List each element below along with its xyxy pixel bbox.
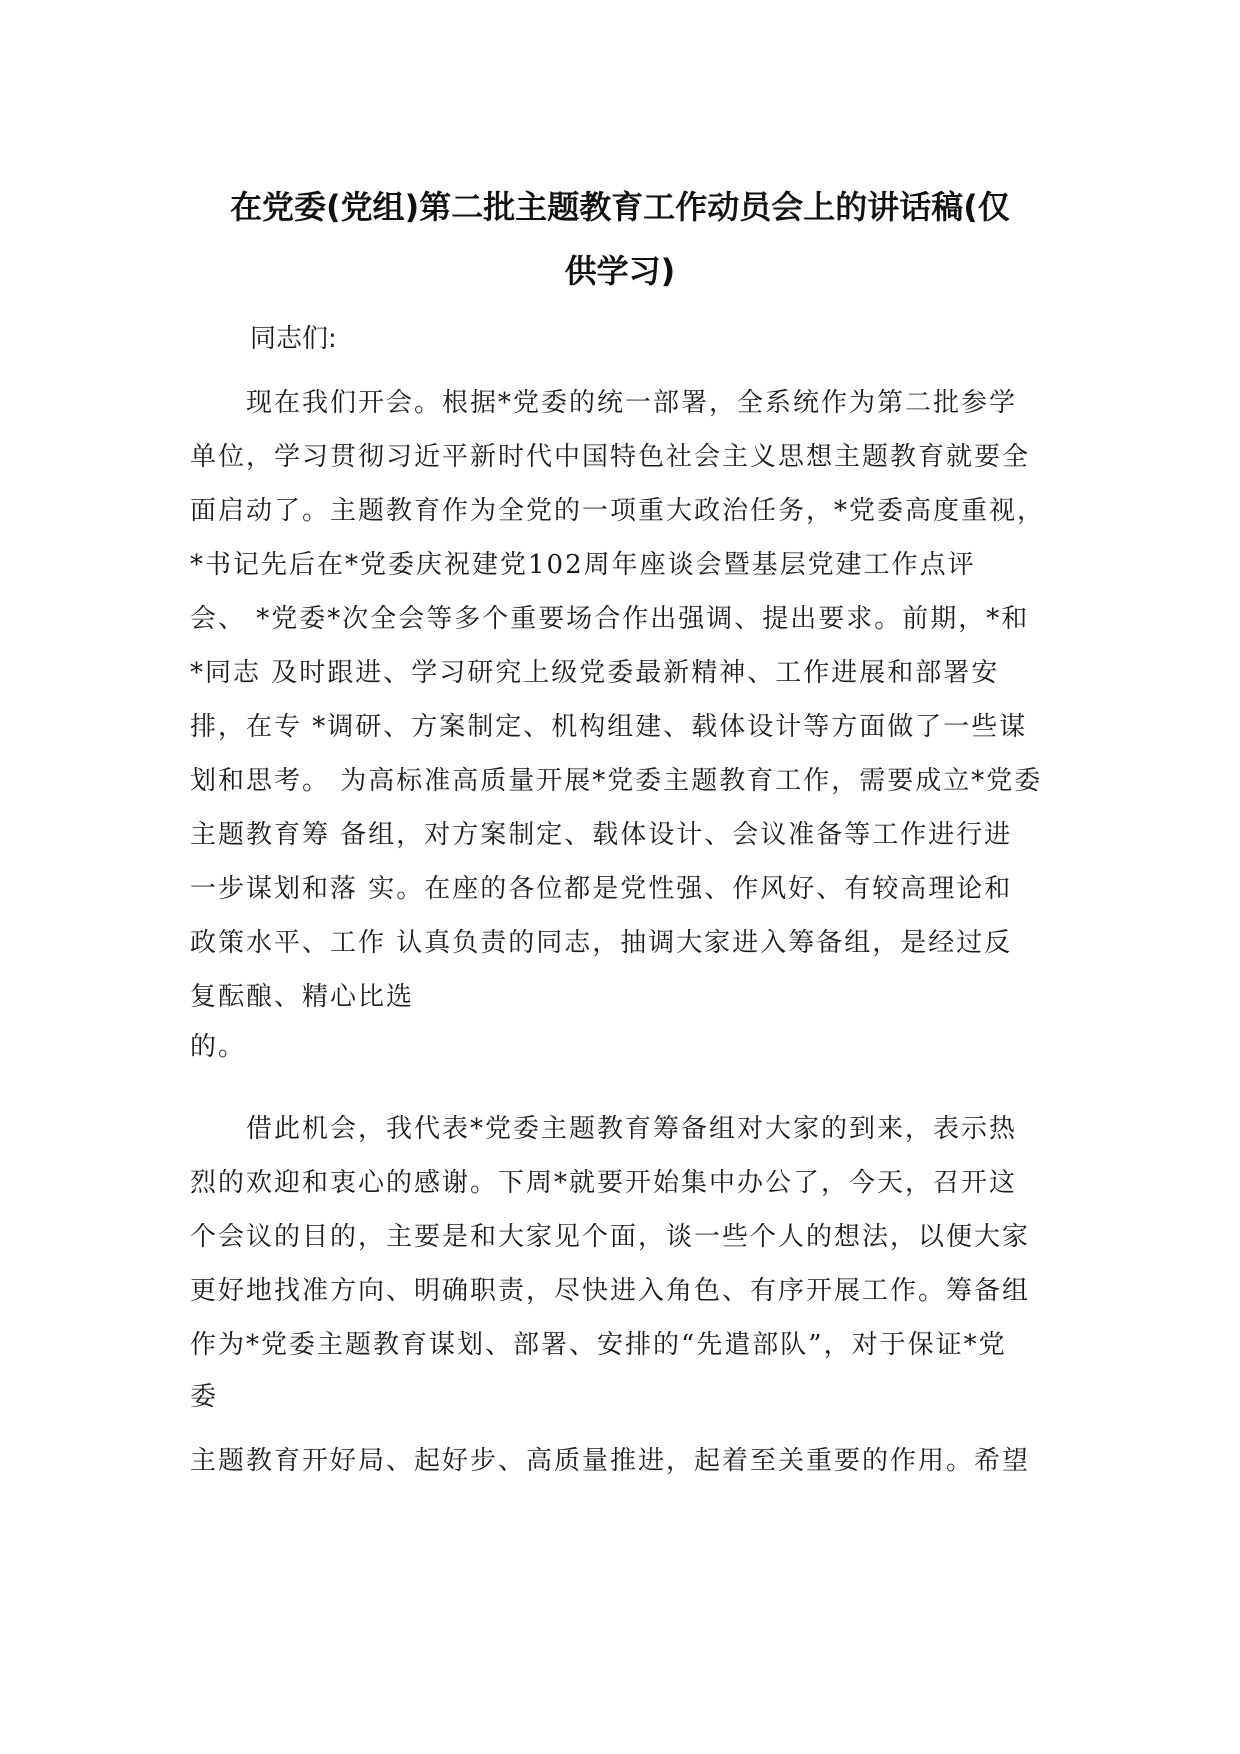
paragraph-1-line: 主题教育筹 备组，对方案制定、载体设计、会议准备等工作进行进 bbox=[190, 820, 1013, 850]
paragraph-1-line: *书记先后在*党委庆祝建党102周年座谈会暨基层党建工作点评 bbox=[190, 550, 976, 580]
paragraph-1-line: 现在我们开会。根据*党委的统一部署，全系统作为第二批参学 bbox=[246, 388, 1018, 418]
paragraph-1-line: 划和思考。 为高标准高质量开展*党委主题教育工作，需要成立*党委 bbox=[190, 766, 1043, 796]
paragraph-2-line: 主题教育开好局、起好步、高质量推进，起着至关重要的作用。希望 bbox=[190, 1446, 1031, 1476]
paragraph-1-line: 复酝酿、精心比选 bbox=[190, 982, 415, 1012]
paragraph-1-line: 单位，学习贯彻习近平新时代中国特色社会主义思想主题教育就要全 bbox=[190, 442, 1031, 472]
paragraph-2-line: 作为*党委主题教育谋划、部署、安排的“先遣部队”，对于保证*党 bbox=[190, 1330, 1007, 1360]
paragraph-1-line: *同志 及时跟进、学习研究上级党委最新精神、工作进展和部署安 bbox=[190, 658, 1000, 688]
paragraph-2-line: 委 bbox=[190, 1382, 219, 1412]
paragraph-1-line: 排，在专 *调研、方案制定、机构组建、载体设计等方面做了一些谋 bbox=[190, 712, 1028, 742]
paragraph-2-line: 个会议的目的，主要是和大家见个面，谈一些个人的想法，以便大家 bbox=[190, 1222, 1031, 1252]
salutation: 同志们: bbox=[250, 324, 337, 354]
paragraph-1-line: 的。 bbox=[190, 1032, 247, 1062]
paragraph-1-line: 面启动了。主题教育作为全党的一项重大政治任务，*党委高度重视， bbox=[190, 496, 1046, 526]
document-title-line-1: 在党委(党组)第二批主题教育工作动员会上的讲话稿(仅 bbox=[230, 188, 1010, 226]
paragraph-1-line: 政策水平、工作 认真负责的同志，抽调大家进入筹备组，是经过反 bbox=[190, 928, 1013, 958]
document-title-line-2: 供学习) bbox=[564, 252, 676, 290]
paragraph-2-line: 借此机会，我代表*党委主题教育筹备组对大家的到来，表示热 bbox=[246, 1114, 1018, 1144]
paragraph-1-line: 一步谋划和落 实。在座的各位都是党性强、作风好、有较高理论和 bbox=[190, 874, 1013, 904]
paragraph-2-line: 更好地找准方向、明确职责，尽快进入角色、有序开展工作。筹备组 bbox=[190, 1276, 1031, 1306]
paragraph-1-line: 会、 *党委*次全会等多个重要场合作出强调、提出要求。前期，*和 bbox=[190, 604, 1030, 634]
paragraph-2-line: 烈的欢迎和衷心的感谢。下周*就要开始集中办公了，今天，召开这 bbox=[190, 1168, 1018, 1198]
